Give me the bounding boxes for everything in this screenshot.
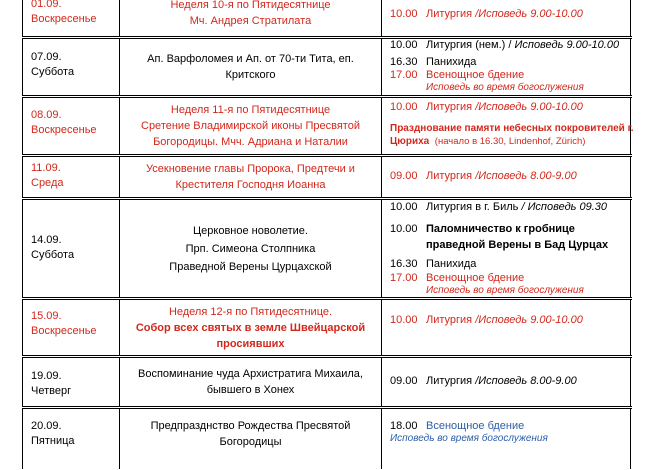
feast-line: Крестителя Господня Иоанна — [175, 179, 326, 191]
service-name: Всенощное бдение — [426, 69, 525, 81]
schedule-row — [22, 199, 632, 298]
services-cell — [381, 0, 631, 36]
service-name: Литургия — [426, 8, 473, 20]
feast-cell — [119, 358, 381, 406]
weekday: Воскресенье — [31, 325, 97, 337]
date: 11.09. — [31, 162, 61, 174]
feast-cell — [119, 157, 381, 197]
city-name: Цюриха — [390, 136, 430, 147]
date-cell — [22, 98, 119, 154]
service-line — [390, 313, 583, 327]
service-name: Панихида — [426, 258, 477, 270]
schedule-row — [22, 156, 632, 198]
service-name: Литургия — [426, 101, 473, 113]
confession-note: Исповедь во время богослужения — [426, 285, 584, 296]
service-time: 18.00 — [390, 420, 418, 432]
feast-line: Неделя 12-я по Пятидесятнице. — [168, 305, 333, 318]
date-cell — [22, 39, 119, 95]
service-line — [390, 222, 575, 236]
services-cell — [381, 39, 631, 95]
schedule-row — [22, 0, 632, 37]
feast-line: Собор всех святых в земле Швейцарской — [135, 321, 366, 334]
service-line — [390, 169, 577, 183]
feast-cell — [119, 200, 381, 297]
service-line — [390, 55, 476, 69]
schedule-row — [22, 408, 632, 469]
confession-note: /Исповедь 9.00-10.00 — [475, 8, 583, 20]
feast-line: Праведной Верены Цурцахской — [169, 260, 332, 273]
date-cell — [22, 0, 119, 36]
feast-line: Усекновение главы Пророка, Предтечи и — [146, 163, 355, 175]
schedule-table — [22, 0, 632, 470]
feast-cell — [119, 39, 381, 95]
service-line — [390, 419, 524, 433]
service-line — [390, 257, 476, 271]
date-cell — [22, 300, 119, 355]
service-time: 10.00 — [390, 39, 418, 51]
confession-note: /Исповедь 9.00-10.00 — [475, 101, 583, 113]
feast-line: Ап. Варфоломея и Ап. от 70-ти Тита, еп. — [147, 53, 354, 65]
feast-line: Неделя 10-я по Пятидесятнице — [170, 0, 331, 11]
service-line — [390, 100, 583, 114]
weekday: Пятница — [31, 435, 75, 447]
pilgrimage-title: праведной Верены в Бад Цурцах — [426, 239, 609, 251]
schedule-row — [22, 357, 632, 407]
weekday: Четверг — [31, 385, 72, 397]
weekday: Воскресенье — [31, 13, 97, 25]
date-cell — [22, 409, 119, 469]
service-time: 16.30 — [390, 258, 418, 270]
confession-note: Исповедь во время богослужения — [390, 433, 548, 444]
confession-note: / Исповедь 09.30 — [521, 201, 608, 213]
weekday: Суббота — [31, 249, 75, 261]
service-name: Литургия — [426, 375, 473, 387]
service-time: 10.00 — [390, 201, 418, 213]
feast-line: Сретение Владимирской иконы Пресвятой — [141, 120, 360, 132]
service-time: 10.00 — [390, 314, 418, 326]
service-time: 10.00 — [390, 8, 418, 20]
date: 15.09. — [31, 310, 62, 322]
services-cell — [381, 157, 631, 197]
service-line — [390, 7, 583, 21]
date-cell — [22, 200, 119, 297]
feast-line: Прп. Симеона Столпника — [185, 242, 316, 255]
schedule-row — [22, 38, 632, 96]
feast-line: Богородицы — [219, 436, 282, 448]
service-line — [390, 68, 524, 82]
pilgrimage-title: Паломничество к гробнице — [426, 223, 575, 235]
date: 07.09. — [31, 51, 62, 63]
service-name: Литургия в г. Биль — [426, 201, 519, 213]
celebration-details: (начало в 16.30, Lindenhof, Zürich) — [434, 136, 586, 147]
feast-line: просиявших — [216, 337, 285, 350]
service-time: 09.00 — [390, 170, 418, 182]
feast-cell — [119, 0, 381, 36]
feast-celebration — [390, 135, 585, 149]
service-time: 16.30 — [390, 56, 418, 68]
feast-cell — [119, 409, 381, 469]
confession-note: Исповедь 9.00-10.00 — [514, 39, 620, 51]
service-line — [390, 38, 619, 52]
confession-note: Исповедь во время богослужения — [426, 82, 584, 93]
feast-celebration: Празднование памяти небесных покровителей г. — [390, 123, 634, 134]
service-time: 10.00 — [390, 101, 418, 113]
service-name: Литургия — [426, 314, 473, 326]
services-cell — [381, 200, 631, 297]
services-cell — [381, 358, 631, 406]
schedule-row — [22, 299, 632, 356]
date-cell — [22, 157, 119, 197]
service-name: Литургия (нем.) / — [426, 39, 512, 51]
weekday: Суббота — [31, 66, 75, 78]
service-time: 09.00 — [390, 375, 418, 387]
confession-note: /Исповедь 8.00-9.00 — [475, 375, 577, 387]
service-time: 17.00 — [390, 69, 418, 81]
feast-cell — [119, 300, 381, 355]
service-line — [390, 271, 524, 285]
feast-line: Воспоминание чуда Архистратига Михаила, — [138, 368, 363, 380]
weekday: Среда — [31, 177, 64, 189]
date: 19.09. — [31, 370, 62, 382]
services-cell — [381, 98, 634, 154]
date: 14.09. — [31, 234, 62, 246]
feast-cell — [119, 98, 381, 154]
feast-line: Неделя 11-я по Пятидесятнице — [170, 104, 331, 116]
service-time: 10.00 — [390, 223, 418, 235]
date: 08.09. — [31, 109, 62, 121]
service-name: Литургия — [426, 170, 473, 182]
date: 20.09. — [31, 420, 62, 432]
service-name: Всенощное бдение — [426, 272, 525, 284]
services-cell — [381, 300, 631, 355]
date-cell — [22, 358, 119, 406]
service-line — [390, 200, 607, 214]
service-line — [390, 374, 577, 388]
service-name: Всенощное бдение — [426, 420, 525, 432]
date: 01.09. — [31, 0, 62, 10]
schedule-row — [22, 97, 632, 155]
feast-line: Предпразднство Рождества Пресвятой — [150, 420, 351, 432]
feast-line: бывшего в Хонех — [206, 384, 295, 396]
feast-line: Богородицы. Мчч. Адриана и Наталии — [153, 136, 348, 148]
services-cell — [381, 409, 631, 469]
feast-line: Церковное новолетие. — [193, 224, 308, 237]
feast-line: Мч. Андрея Стратилата — [189, 15, 312, 27]
confession-note: /Исповедь 8.00-9.00 — [475, 170, 577, 182]
weekday: Воскресенье — [31, 124, 97, 136]
service-time: 17.00 — [390, 272, 418, 284]
feast-line: Критского — [225, 69, 276, 81]
confession-note: /Исповедь 9.00-10.00 — [475, 314, 583, 326]
service-name: Панихида — [426, 56, 477, 68]
